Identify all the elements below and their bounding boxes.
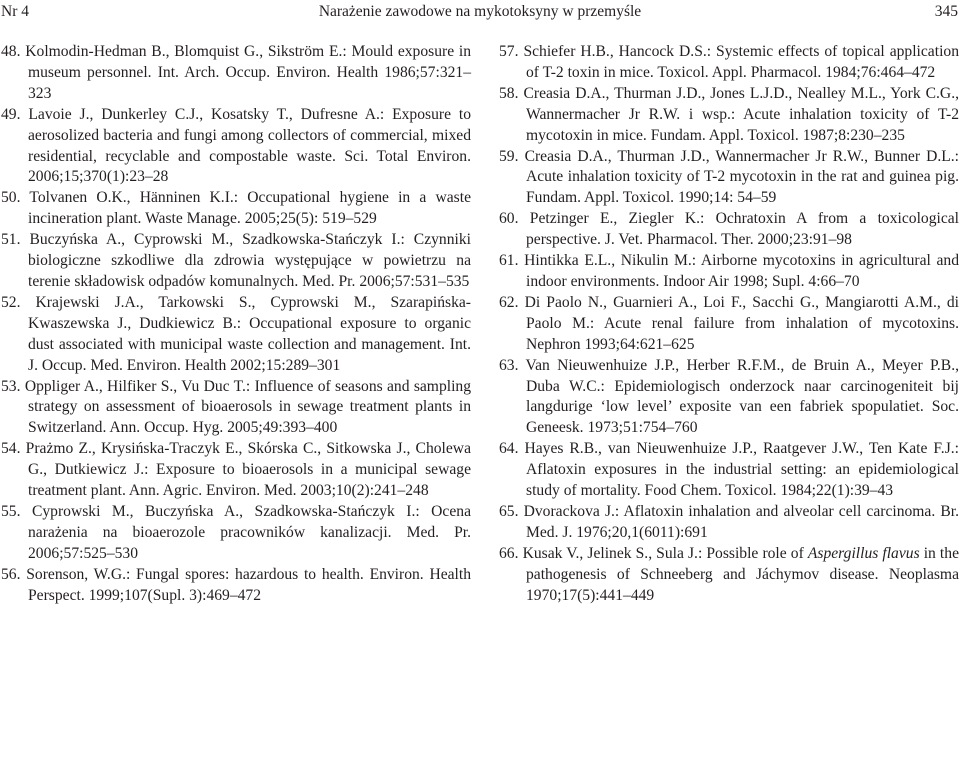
reference-number: 51. [1, 231, 21, 249]
reference-number: 66. [499, 544, 519, 562]
reference-50 [1, 188, 471, 230]
reference-number: 58. [499, 84, 519, 102]
reference-text: Schiefer H.B., Hancock D.S.: Systemic effects of topical application of T-2 toxin in mice. Toxicol. Appl. Pharmacol. 1984;76:464–472 [523, 43, 959, 81]
reference-text: Creasia D.A., Thurman J.D., Wannermacher Jr R.W., Bunner D.L.: Acute inhalation toxicity of T-2 mycotoxin in the rat and guinea pig. Fundam. Appl. Toxicol. 1990;14: 54–59 [524, 147, 960, 207]
reference-text: Dvorackova J.: Aflatoxin inhalation and alveolar cell carcinoma. Br. Med. J. 1976;20,1(6011):691 [523, 502, 959, 541]
reference-text: Creasia D.A., Thurman J.D., Jones L.J.D., Nealley M.L., York C.G., Wannermacher Jr R.W. i wsp.: Acute inhalation toxicity of T-2 mycotoxin in mice. Fundam. Appl. Toxicol. 1987;8:230–235 [523, 84, 959, 144]
reference-54 [1, 439, 471, 502]
reference-number: 49. [1, 105, 21, 123]
reference-text: Tolvanen O.K., Hänninen K.I.: Occupational hygiene in a waste incineration plant. Waste Manage. 2005;25(5): 519–529 [28, 189, 471, 228]
reference-text-after: in the pathogenesis of Schneeberg and Jáchymov disease. Neoplasma 1970;17(5):441–449 [526, 544, 959, 604]
reference-58 [499, 84, 959, 147]
reference-number: 54. [1, 440, 21, 458]
reference-text: Di Paolo N., Guarnieri A., Loi F., Sacchi G., Mangiarotti A.M., di Paolo M.: Acute renal failure from inhalation of mycotoxins. Nephron 1993;64:621–625 [524, 293, 959, 353]
running-title: Narażenie zawodowe na mykotoksyny w przemyśle [318, 3, 642, 20]
reference-number: 61. [499, 252, 519, 270]
reference-text: Krajewski J.A., Tarkowski S., Cyprowski M., Szarapińska-Kwaszewska J., Dudkiewicz B.: Occupational exposure to organic dust associated with municipal waste collection and management. Int. J. Occup. Med. Environ. Health 2002;15:289–301 [28, 293, 471, 374]
references-left-column [1, 42, 471, 606]
reference-61 [499, 251, 959, 293]
reference-51 [1, 230, 471, 293]
reference-49 [1, 105, 471, 189]
reference-text: Hayes R.B., van Nieuwenhuize J.P., Raatgever J.W., Ten Kate F.J.: Aflatoxin exposures in the industrial setting: an epidemiological study of mortality. Food Chem. Toxicol. 1984;22(1):39–43 [524, 440, 959, 500]
reference-number: 48. [1, 43, 21, 60]
reference-number: 64. [499, 440, 519, 458]
reference-text: Van Nieuwenhuize J.P., Herber R.F.M., de Bruin A., Meyer P.B., Duba W.C.: Epidemiologisch onderzock naar carcinogeniteit bij langdurige ‘low level’ exposite van een fabriek spopulatiet. Soc. Geneesk. 1973;51:754–760 [525, 356, 959, 437]
reference-48 [1, 42, 471, 105]
reference-number: 52. [1, 293, 21, 311]
reference-number: 56. [1, 565, 21, 583]
reference-text: Hintikka E.L., Nikulin M.: Airborne mycotoxins in agricultural and indoor environments. Indoor Air 1998; Supl. 4:66–70 [524, 252, 959, 290]
reference-65 [499, 502, 959, 544]
reference-number: 62. [499, 293, 519, 311]
reference-text: Kolmodin-Hedman B., Blomquist G., Sikström E.: Mould exposure in museum personnel. Int. Arch. Occup. Environ. Health 1986;57:321–323 [25, 43, 472, 102]
reference-number: 65. [499, 502, 519, 520]
reference-60 [499, 209, 959, 251]
reference-59 [499, 147, 959, 210]
reference-57 [499, 42, 959, 84]
reference-text: Petzinger E., Ziegler K.: Ochratoxin A from a toxicological perspective. J. Vet. Pharmacol. Ther. 2000;23:91–98 [526, 210, 959, 249]
reference-number: 59. [499, 147, 519, 165]
reference-55 [1, 502, 471, 565]
reference-text: Oppliger A., Hilfiker S., Vu Duc T.: Influence of seasons and sampling strategy on assessment of bioaerosols in sewage treatment plants in Switzerland. Ann. Occup. Hyg. 2005;49:393–400 [24, 377, 471, 437]
reference-64 [499, 439, 959, 502]
reference-number: 55. [1, 502, 21, 520]
reference-text: Lavoie J., Dunkerley C.J., Kosatsky T., Dufresne A.: Exposure to aerosolized bacteria and fungi among collectors of commercial, mixed residential, recyclable and compostable waste. Sci. Total Environ. 2006;15;370(1):23–28 [28, 105, 471, 186]
reference-number: 57. [499, 43, 519, 60]
reference-63 [499, 356, 959, 440]
reference-text: Buczyńska A., Cyprowski M., Szadkowska-Stańczyk I.: Czynniki biologiczne szkodliwe dla zdrowia występujące w powietrzu na terenie składowisk odpadów komunalnych. Med. Pr. 2006;57:531–535 [28, 231, 471, 290]
reference-text: Prażmo Z., Krysińska-Traczyk E., Skórska C., Sitkowska J., Cholewa G., Dutkiewicz J.: Exposure to bioaerosols in a municipal sewage treatment plant. Ann. Agric. Environ. Med. 2003;10(2):241–248 [25, 440, 471, 500]
reference-text: Sorenson, W.G.: Fungal spores: hazardous to health. Environ. Health Perspect. 1999;107(Supl. 3):469–472 [26, 565, 472, 604]
reference-text: Cyprowski M., Buczyńska A., Szadkowska-Stańczyk I.: Ocena narażenia na bioaerozole pracowników kanalizacji. Med. Pr. 2006;57:525–530 [28, 502, 471, 562]
page-number: 345 [934, 3, 958, 20]
reference-53 [1, 377, 471, 440]
issue-label: Nr 4 [1, 3, 29, 20]
reference-number: 63. [499, 356, 519, 374]
reference-66 [499, 544, 959, 607]
reference-52 [1, 293, 471, 377]
page-header [0, 0, 960, 26]
species-name: Aspergillus flavus [807, 544, 920, 562]
reference-number: 53. [1, 377, 21, 395]
reference-number: 50. [1, 189, 21, 207]
reference-62 [499, 293, 959, 356]
reference-number: 60. [499, 210, 519, 228]
reference-text-before: Kusak V., Jelinek S., Sula J.: Possible role of [522, 544, 808, 562]
reference-56 [1, 565, 471, 607]
references-right-column [499, 42, 959, 606]
